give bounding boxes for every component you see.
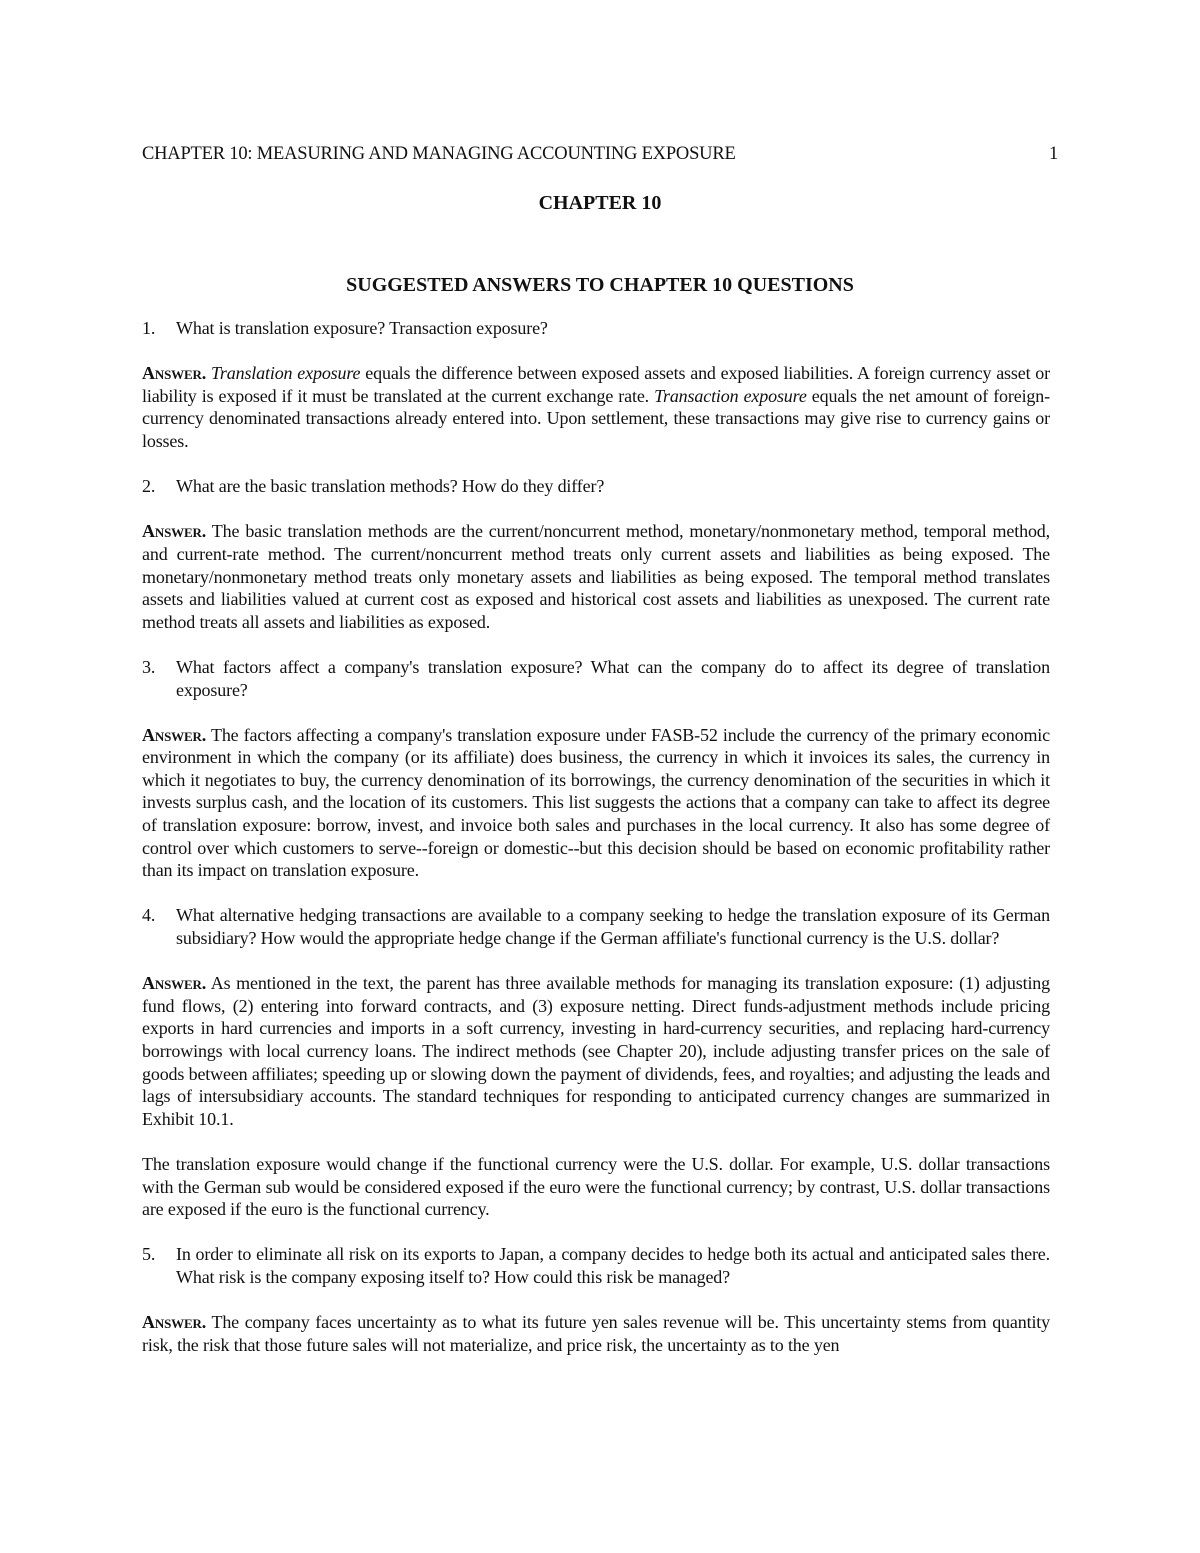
question-number: 1. <box>142 318 156 338</box>
question-text: What alternative hedging transactions are available to a company seeking to hedge the translation exposure of its German subsidiary? How would the appropriate hedge change if the German affiliate's functional currency is the U.S. dollar? <box>176 905 1050 949</box>
answer-1 <box>142 362 1050 452</box>
question-text: What factors affect a company's translation exposure? What can the company do to affect its degree of translation exposure? <box>176 656 1050 700</box>
question-2 <box>142 475 1050 498</box>
answer-text: equals the difference between exposed assets and exposed liabilities. A foreign currency asset or liability is exposed if it must be translated at the current exchange rate. <box>142 363 1051 406</box>
question-text: What are the basic translation methods? How do they differ? <box>176 476 605 497</box>
question-number: 3. <box>142 656 156 677</box>
running-header <box>142 143 1058 165</box>
answer-label: Answer. <box>142 521 207 542</box>
document-body <box>142 317 1050 1379</box>
answer-text: The company faces uncertainty as to what its future yen sales revenue will be. This uncertainty stems from quantity risk, the risk that those future sales will not materialize, and price risk, the uncertainty as to the yen <box>142 1312 1050 1355</box>
question-5 <box>142 1243 1050 1288</box>
answer-text: The factors affecting a company's translation exposure under FASB-52 include the currency of the primary economic environment in which the company (or its affiliate) does business, the currency in which it invoices its sales, the currency in which it negotiates to buy, the currency denomination of its borrowings, the currency denomination of the securities in which it invests surplus cash, and the location of its customers. This list suggests the actions that a company can take to affect its degree of translation exposure: borrow, invest, and invoice both sales and purchases in the local currency. It also has some degree of control over which customers to serve--foreign or domestic--but this decision should be based on economic profitability rather than its impact on translation exposure. <box>142 724 1050 881</box>
chapter-title: CHAPTER 10 <box>538 192 662 214</box>
answer-text: The basic translation methods are the current/noncurrent method, monetary/nonmonetary method, temporal method, and current-rate method. The current/noncurrent method treats only current assets and liabilities as being exposed. The monetary/nonmonetary method treats only monetary assets and liabilities as being exposed. The temporal method translates assets and liabilities valued at current cost as exposed and historical cost assets and liabilities as unexposed. The current rate method treats all assets and liabilities as exposed. <box>142 521 1050 632</box>
answer-4 <box>142 972 1050 1130</box>
question-text: What is translation exposure? Transaction exposure? <box>176 318 548 338</box>
page-number: 1 <box>1048 144 1058 164</box>
term-transaction-exposure: Transaction exposure <box>654 385 807 406</box>
answer-2 <box>142 520 1050 633</box>
term-translation-exposure: Translation exposure <box>211 363 361 384</box>
answer-5 <box>142 1311 1050 1356</box>
answer-text: equals the net amount of foreign-currency denominated transactions already entered into. Upon settlement, these transactions may give rise to currency gains or losses. <box>142 385 1050 451</box>
question-4 <box>142 904 1050 949</box>
answer-label: Answer. <box>142 363 207 384</box>
running-title: CHAPTER 10: MEASURING AND MANAGING ACCOUNTING EXPOSURE <box>142 144 736 164</box>
question-number: 5. <box>142 1244 156 1265</box>
question-number: 2. <box>142 476 156 497</box>
answer-label: Answer. <box>142 973 207 994</box>
answer-3 <box>142 724 1050 882</box>
answer-text: As mentioned in the text, the parent has three available methods for managing its translation exposure: (1) adjusting fund flows, (2) entering into forward contracts, and (3) exposure netting. Direct funds-adjustment methods include pricing exports in hard currencies and imports in a soft currency, investing in hard-currency securities, and replacing hard-currency borrowings with local currency loans. The indirect methods (see Chapter 20), include adjusting transfer prices on the sale of goods between affiliates; speeding up or slowing down the payment of dividends, fees, and royalties; and adjusting the leads and lags of intersubsidiary accounts. The standard techniques for responding to anticipated currency changes are summarized in Exhibit 10.1. <box>142 973 1050 1129</box>
answer-4-followup: The translation exposure would change if the functional currency were the U.S. dollar. For example, U.S. dollar transactions with the German sub would be considered exposed if the euro were the functional currency; by contrast, U.S. dollar transactions are exposed if the euro is the functional currency. <box>142 1153 1050 1220</box>
question-1 <box>142 317 1050 340</box>
section-title: SUGGESTED ANSWERS TO CHAPTER 10 QUESTIONS <box>346 274 854 296</box>
answer-label: Answer. <box>142 724 207 745</box>
question-text: In order to eliminate all risk on its exports to Japan, a company decides to hedge both its actual and anticipated sales there. What risk is the company exposing itself to? How could this risk be managed? <box>176 1244 1050 1287</box>
question-3 <box>142 656 1050 701</box>
question-number: 4. <box>142 905 156 926</box>
answer-label: Answer. <box>142 1312 207 1333</box>
